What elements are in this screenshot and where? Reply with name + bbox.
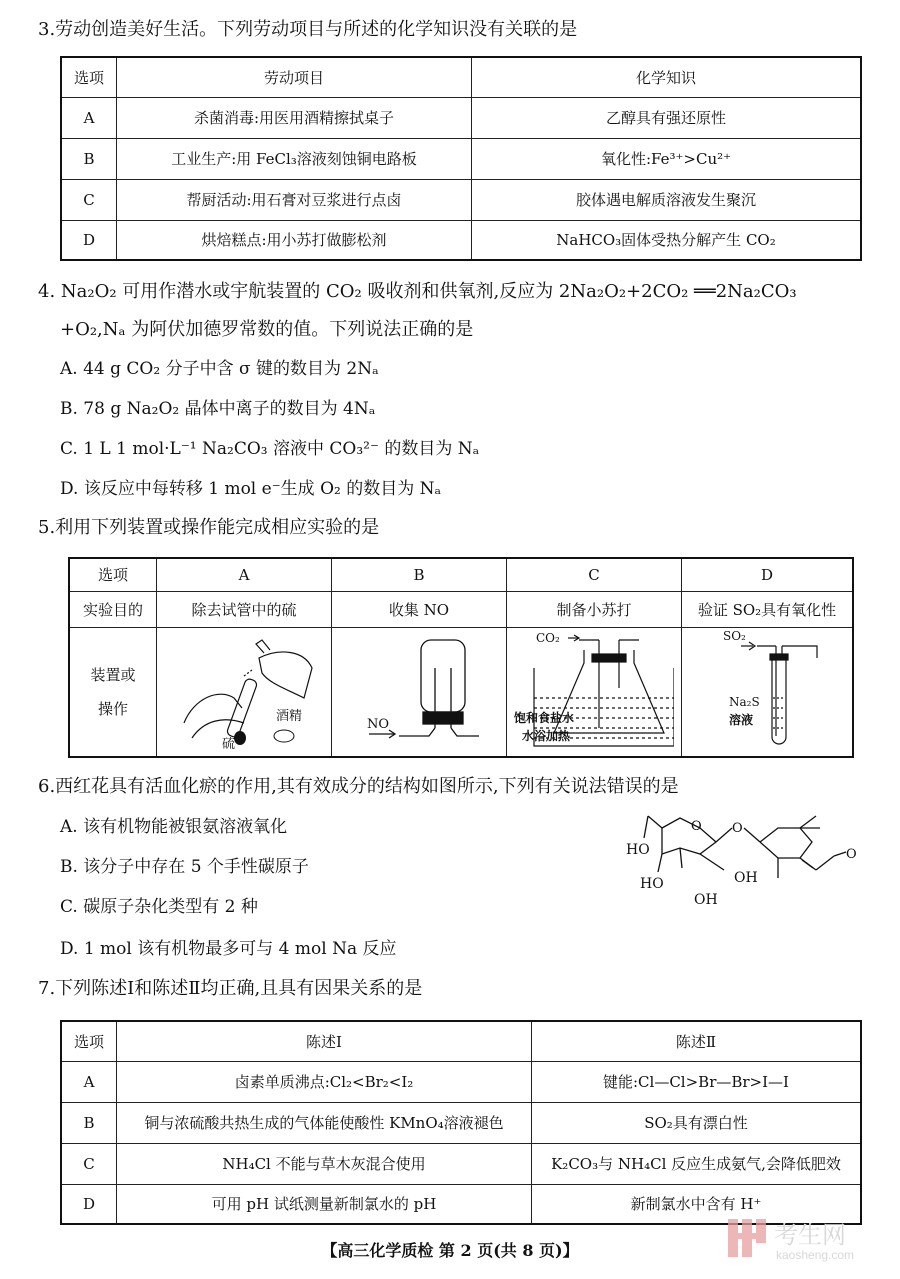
table-row [61,179,861,220]
q7-header-opt: 选项 [61,1021,117,1061]
q3-row-b-item: 工业生产:用 FeCl₃溶液刻蚀铜电路板 [117,138,472,179]
q3-header-item: 劳动项目 [117,57,472,97]
label-ho-2: HO [640,876,664,892]
q3-row-a-item: 杀菌消毒:用医用酒精擦拭桌子 [117,97,472,138]
q5-purpose-c: 制备小苏打 [507,591,682,627]
table-row [61,138,861,179]
q7-stem: 7.下列陈述Ⅰ和陈述Ⅱ均正确,且具有因果关系的是 [38,978,423,999]
q3-row-b-knowledge: 氧化性:Fe³⁺>Cu²⁺ [472,138,862,179]
q7-row-d-s2: 新制氯水中含有 H⁺ [532,1184,862,1224]
q7-row-b-s1: 铜与浓硫酸共热生成的气体能使酸性 KMnO₄溶液褪色 [117,1102,532,1143]
label-sulfur: 硫 [222,736,236,752]
q3-row-d-item: 烘焙糕点:用小苏打做膨松剂 [117,220,472,260]
q5-purpose-label: 实验目的 [69,591,157,627]
q3-row-c-opt: C [61,179,117,220]
q7-row-b-s2: SO₂具有漂白性 [532,1102,862,1143]
q3-stem: 3.劳动创造美好生活。下列劳动项目与所述的化学知识没有关联的是 [38,19,578,40]
q6-option-a: A. 该有机物能被银氨溶液氧化 [60,817,288,837]
label-no: NO [367,716,390,732]
label-water-bath: 水浴加热 [522,728,571,743]
q3-row-c-item: 帮厨活动:用石膏对豆浆进行点卤 [117,179,472,220]
q5-header-a: A [157,558,332,591]
q7-row-c-s2: K₂CO₃与 NH₄Cl 反应生成氨气,会降低肥效 [532,1143,862,1184]
apparatus-a-illustration [164,628,324,752]
q5-header-b: B [332,558,507,591]
q6-option-d: D. 1 mol 该有机物最多可与 4 mol Na 反应 [60,939,397,959]
q4-option-b: B. 78 g Na₂O₂ 晶体中离子的数目为 4Nₐ [60,399,376,419]
q3-row-a-opt: A [61,97,117,138]
label-link-o: O [732,821,743,836]
q7-row-c-opt: C [61,1143,117,1184]
q4-option-c: C. 1 L 1 mol·L⁻¹ Na₂CO₃ 溶液中 CO₃²⁻ 的数目为 Nₐ [60,439,480,459]
q5-header-c: C [507,558,682,591]
label-oh-1: OH [734,870,758,886]
q3-row-a-knowledge: 乙醇具有强还原性 [472,97,862,138]
q5-purpose-b: 收集 NO [332,591,507,627]
q7-row-a-s2: 键能:Cl—Cl>Br—Br>I—I [532,1061,862,1102]
q5-apparatus-a [157,627,332,757]
label-ring-o: O [691,819,702,834]
q5-table [68,557,854,758]
q7-row-d-s1: 可用 pH 试纸测量新制氯水的 pH [117,1184,532,1224]
q5-apparatus-b [332,627,507,757]
q7-row-d-opt: D [61,1184,117,1224]
apparatus-c-illustration [514,628,674,752]
apparatus-d-illustration [687,628,847,752]
table-row [61,1143,861,1184]
q4-option-d: D. 该反应中每转移 1 mol e⁻生成 O₂ 的数目为 Nₐ [60,479,442,499]
apparatus-b-illustration [339,628,499,752]
label-ho-1: HO [626,842,650,858]
q5-apparatus-label [69,627,157,757]
watermark-logo [724,1213,894,1263]
label-na2s: Na₂S [729,694,760,709]
watermark-cn: 考生网 [774,1222,846,1249]
q5-apparatus-d [682,627,854,757]
q3-header-opt: 选项 [61,57,117,97]
label-aldehyde-o: O [846,847,857,862]
q7-row-c-s1: NH₄Cl 不能与草木灰混合使用 [117,1143,532,1184]
q3-row-d-opt: D [61,220,117,260]
q4-stem-line2: +O₂,Nₐ 为阿伏加德罗常数的值。下列说法正确的是 [60,319,474,340]
q6-option-b: B. 该分子中存在 5 个手性碳原子 [60,857,309,877]
q3-row-c-knowledge: 胶体遇电解质溶液发生聚沉 [472,179,862,220]
q3-table [60,56,862,261]
page-footer: 【高三化学质检 第 2 页(共 8 页)】 [321,1241,579,1260]
q3-header-knowledge: 化学知识 [472,57,862,97]
q3-row-b-opt: B [61,138,117,179]
q7-row-b-opt: B [61,1102,117,1143]
q5-header-opt: 选项 [69,558,157,591]
watermark-en: kaosheng.com [776,1248,855,1262]
label-brine: 饱和食盐水 [514,710,575,725]
label-solution: 溶液 [729,712,754,727]
q7-header-s1: 陈述Ⅰ [117,1021,532,1061]
q7-row-a-s1: 卤素单质沸点:Cl₂<Br₂<I₂ [117,1061,532,1102]
q5-purpose-a: 除去试管中的硫 [157,591,332,627]
table-row [61,1102,861,1143]
q6-stem: 6.西红花具有活血化瘀的作用,其有效成分的结构如图所示,下列有关说法错误的是 [38,776,679,797]
q4-option-a: A. 44 g CO₂ 分子中含 σ 键的数目为 2Nₐ [60,359,379,379]
q7-header-s2: 陈述Ⅱ [532,1021,862,1061]
label-so2: SO₂ [723,628,746,643]
label-alcohol: 酒精 [276,708,303,724]
q5-stem: 5.利用下列装置或操作能完成相应实验的是 [38,517,380,538]
table-row [61,1061,861,1102]
table-row [61,220,861,260]
q7-table [60,1020,862,1225]
label-oh-2: OH [694,892,718,908]
q4-stem-line1: 4. Na₂O₂ 可用作潜水或宇航装置的 CO₂ 吸收剂和供氧剂,反应为 2Na₂O₂+2CO₂ ══2Na₂CO₃ [38,281,797,302]
q5-apparatus-label-1: 装置或 [90,665,136,684]
q7-row-a-opt: A [61,1061,117,1102]
q5-apparatus-label-2: 操作 [97,699,128,718]
q6-structure-diagram [620,808,870,918]
label-co2: CO₂ [536,630,560,645]
table-row [61,97,861,138]
q6-option-c: C. 碳原子杂化类型有 2 种 [60,897,258,917]
q5-apparatus-c [507,627,682,757]
q5-header-d: D [682,558,854,591]
q5-purpose-d: 验证 SO₂具有氧化性 [682,591,854,627]
q3-row-d-knowledge: NaHCO₃固体受热分解产生 CO₂ [472,220,862,260]
